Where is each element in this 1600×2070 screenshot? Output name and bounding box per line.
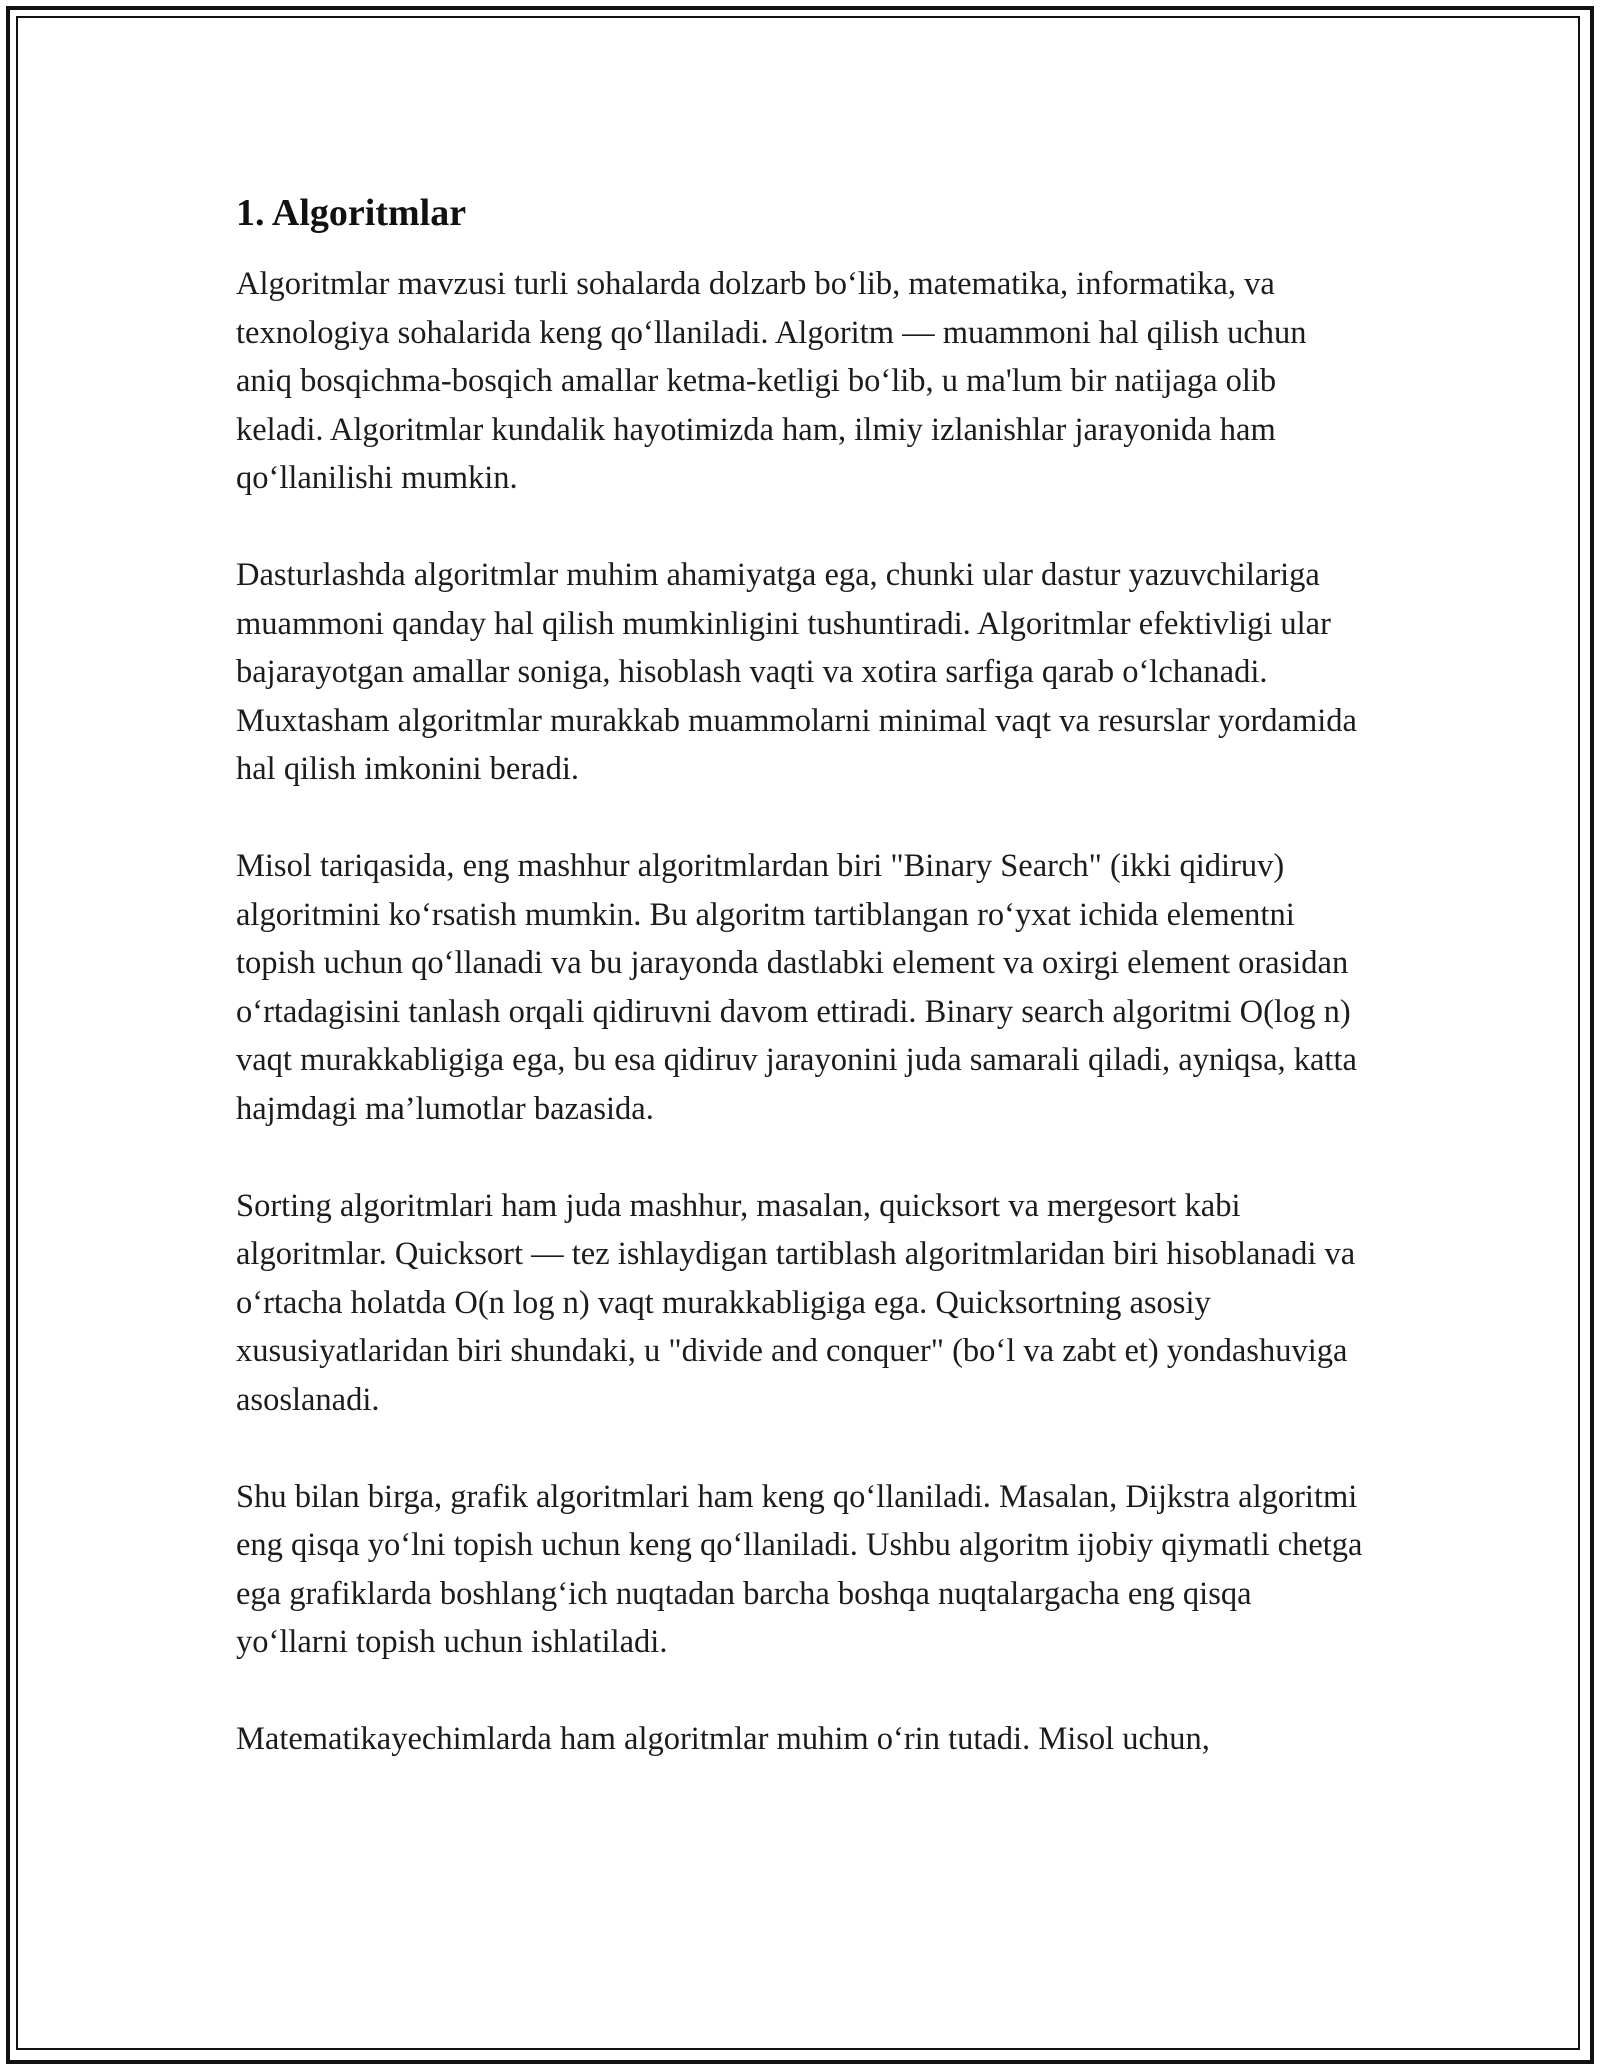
section-heading: 1. Algoritmlar (236, 192, 467, 234)
paragraph-mathematics: Matematikayechimlarda ham algoritmlar muhim o‘rin tutadi. Misol uchun, (236, 1721, 1210, 1757)
document-body (236, 188, 1366, 1812)
paragraph-programming: Dasturlashda algoritmlar muhim ahamiyatga ega, chunki ular dastur yazuvchilariga muammoni qanday hal qilish mumkinligini tushuntiradi. Algoritmlar efektivligi ular bajarayotgan amallar soniga, hisoblash vaqti va xotira sarfiga qarab o‘lchanadi. Muxtasham algoritmlar murakkab muammolarni minimal vaqt va resurslar yordamida hal qilish imkonini beradi. (236, 557, 1357, 787)
paragraph-binary-search: Misol tariqasida, eng mashhur algoritmlardan biri "Binary Search" (ikki qidiruv) algoritmini ko‘rsatish mumkin. Bu algoritm tartiblangan ro‘yxat ichida elementni topish uchun qo‘llanadi va bu jarayonda dastlabki element va oxirgi element orasidan o‘rtadagisini tanlash orqali qidiruvni davom ettiradi. Binary search algoritmi O(log n) vaqt murakkabligiga ega, bu esa qidiruv jarayonini juda samarali qiladi, ayniqsa, katta hajmdagi ma’lumotlar bazasida. (236, 848, 1357, 1127)
paragraph-intro: Algoritmlar mavzusi turli sohalarda dolzarb bo‘lib, matematika, informatika, va texnologiya sohalarida keng qo‘llaniladi. Algoritm — muammoni hal qilish uchun aniq bosqichma-bosqich amallar ketma-ketligi bo‘lib, u ma'lum bir natijaga olib keladi. Algoritmlar kundalik hayotimizda ham, ilmiy izlanishlar jarayonida ham qo‘llanilishi mumkin. (236, 266, 1307, 496)
paragraph-graph-algorithms: Shu bilan birga, grafik algoritmlari ham keng qo‘llaniladi. Masalan, Dijkstra algoritmi eng qisqa yo‘lni topish uchun keng qo‘llaniladi. Ushbu algoritm ijobiy qiymatli chetga ega grafiklarda boshlang‘ich nuqtadan barcha boshqa nuqtalargacha eng qisqa yo‘llarni topish uchun ishlatiladi. (236, 1478, 1363, 1660)
paragraph-sorting: Sorting algoritmlari ham juda mashhur, masalan, quicksort va mergesort kabi algoritmlar. Quicksort — tez ishlaydigan tartiblash algoritmlaridan biri hisoblanadi va o‘rtacha holatda O(n log n) vaqt murakkabligiga ega. Quicksortning asosiy xususiyatlaridan biri shundaki, u "divide and conquer" (bo‘l va zabt et) yondashuviga asoslanadi. (236, 1187, 1356, 1418)
